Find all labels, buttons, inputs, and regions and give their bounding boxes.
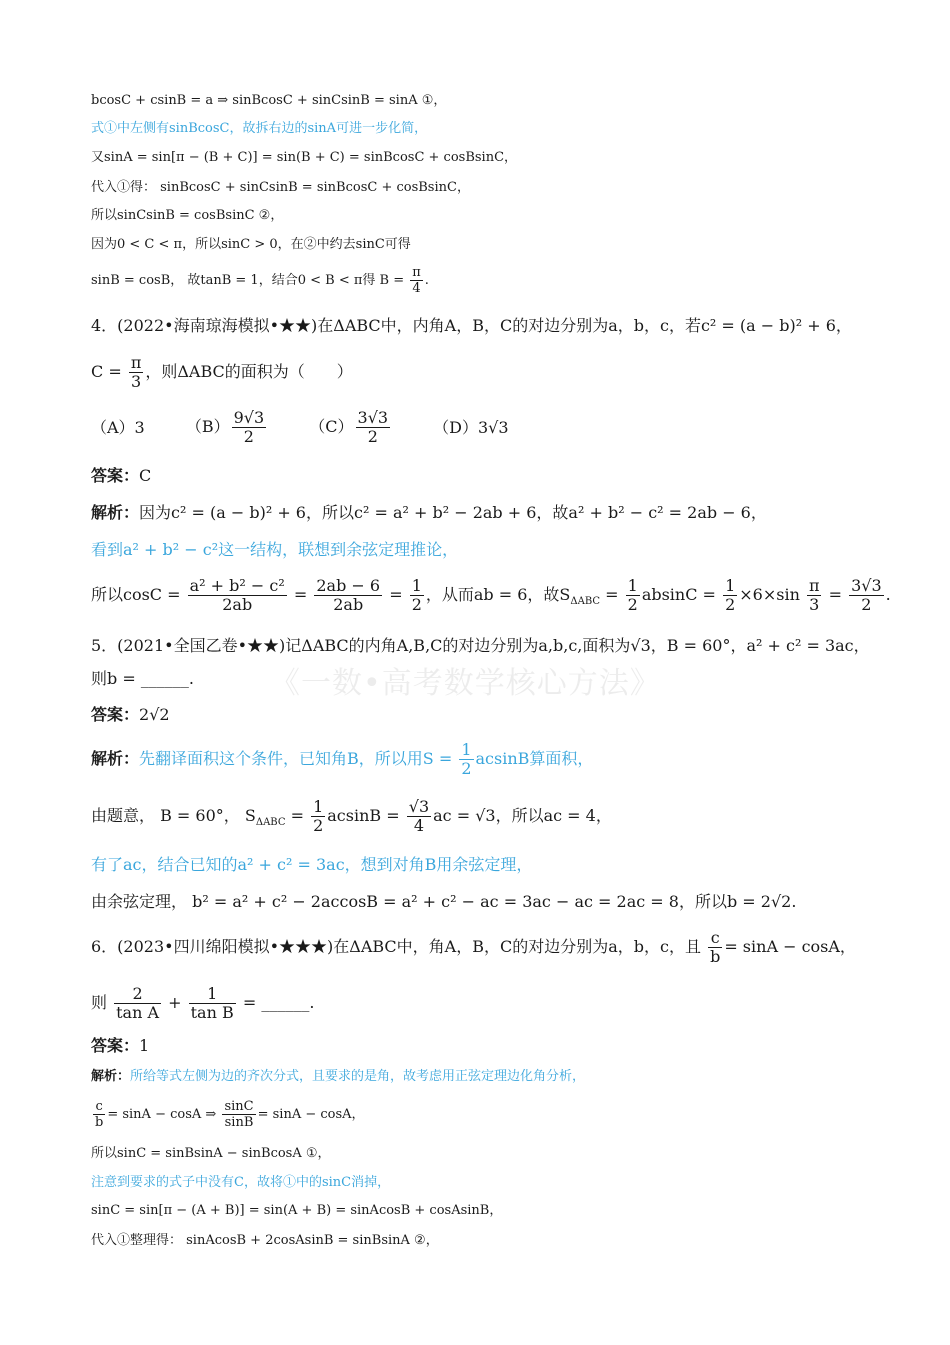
text: ，从而ab = 6，故S [425, 585, 571, 604]
period: . [885, 585, 891, 604]
denominator: sinB [224, 1115, 254, 1130]
period: . [424, 273, 429, 288]
fraction [311, 799, 325, 834]
solution-text: 因为c² = (a − b)² + 6，所以c² = a² + b² − 2ab + 6，故a² + b² − c² = 2ab − 6， [139, 503, 767, 522]
fraction [807, 578, 822, 613]
option-b-label: （B） [185, 417, 230, 436]
numerator: √3 [408, 797, 430, 816]
fraction [188, 578, 287, 613]
q4-stem-c-eq: C = [91, 362, 122, 381]
q6-solution-line-6: 代入①整理得： sinAcosB + 2cosAsinB = sinBsinA ②， [91, 1233, 439, 1248]
fraction [410, 578, 424, 613]
text: 所以cosC = [91, 585, 181, 604]
fraction [93, 1100, 105, 1129]
option-c-label: （C） [309, 417, 354, 436]
equals: = [605, 585, 619, 604]
text: absinC = [641, 585, 716, 604]
numerator: 2 [114, 986, 161, 1004]
numerator: 3√3 [357, 408, 389, 427]
q5-solution-line-2 [91, 799, 910, 834]
denominator: 2 [367, 427, 378, 446]
cont-line-7 [91, 266, 910, 295]
cont-line-3: 又sinA = sin[π − (B + C)] = sin(B + C) = sinBcosC + cosBsinC， [91, 150, 518, 165]
q4-solution-line-1 [91, 505, 910, 521]
denominator: tan A [116, 1003, 160, 1022]
equals: = [828, 585, 842, 604]
q4-solution-line-2: 看到a² + b² − c²这一结构，联想到余弦定理推论， [91, 540, 459, 559]
subscript: ΔABC [255, 817, 286, 829]
cont-line-1: bcosC + csinB = a ⇒ sinBcosC + sinCsinB = sinA ①， [91, 93, 447, 108]
q5-solution-line-1 [91, 742, 910, 777]
subscript: ΔABC [570, 596, 601, 608]
denominator: 3 [130, 372, 142, 391]
q4-answer [91, 468, 910, 484]
numerator: π [130, 353, 142, 372]
denominator: 4 [413, 816, 425, 835]
answer-label: 答案： [91, 1036, 140, 1055]
answer-value: 1 [139, 1036, 150, 1055]
numerator: c [708, 930, 722, 948]
q6-solution-line-1 [91, 1070, 910, 1083]
denominator: tan B [190, 1003, 234, 1022]
numerator: 1 [461, 740, 472, 759]
solution-hint [139, 740, 594, 778]
denominator: 2ab [222, 595, 253, 614]
cont-line-4: 代入①得： sinBcosC + sinCsinB = sinBcosC + cosBsinC， [91, 180, 470, 195]
text: acsinB = [327, 806, 400, 825]
answer-label: 答案： [91, 466, 140, 485]
q4-stem-line-1: 4．(2022•海南琼海模拟•★★)在ΔABC中，内角A，B，C的对边分别为a，b，c，若c² = (a − b)² + 6， [91, 316, 852, 335]
text: 则 [91, 993, 108, 1012]
numerator: 1 [411, 576, 422, 595]
q4-solution-line-3 [91, 578, 910, 613]
cont-line-7-text: sinB = cosB， 故tanB = 1，结合0 < B < π得 B = [91, 273, 405, 288]
q4-options [91, 410, 910, 445]
q5-stem-line-1: 5．(2021•全国乙卷•★★)记ΔABC的内角A,B,C的对边分别为a,b,c,面积为√3，B = 60°，a² + c² = 3ac， [91, 636, 870, 655]
denominator: 2 [627, 595, 638, 614]
denominator: 2 [313, 816, 324, 835]
denominator: 3 [809, 595, 820, 614]
fraction [723, 578, 737, 613]
fraction [407, 799, 431, 834]
fraction [114, 986, 161, 1021]
numerator: 2ab − 6 [316, 576, 381, 595]
cont-line-2: 式①中左侧有sinBcosC，故拆右边的sinA可进一步化简， [91, 121, 428, 136]
fraction-pi-over-3 [129, 355, 144, 390]
numerator: π [412, 265, 421, 280]
numerator: 1 [725, 576, 736, 595]
numerator: a² + b² − c² [189, 576, 285, 595]
cont-line-6: 因为0 < C < π，所以sinC > 0，在②中约去sinC可得 [91, 237, 411, 252]
text: = sinA − cosA， [724, 937, 856, 956]
option-b [186, 410, 268, 445]
q6-solution-line-4: 注意到要求的式子中没有C，故将①中的sinC消掉， [91, 1175, 391, 1190]
numerator: 1 [313, 797, 324, 816]
numerator: 9√3 [233, 408, 265, 427]
text: = sinA − cosA， [257, 1107, 365, 1122]
answer-label: 答案： [91, 705, 140, 724]
option-c-fraction [356, 410, 391, 445]
denominator: 2 [461, 759, 472, 778]
denominator: 4 [412, 281, 421, 296]
solution-label: 解析： [91, 749, 140, 768]
equals: = [290, 806, 304, 825]
text: = ______. [242, 993, 315, 1012]
q5-solution-line-4: 由余弦定理， b² = a² + c² − 2accosB = a² + c² − ac = 3ac − ac = 2ac = 8，所以b = 2√2. [91, 892, 797, 911]
fraction [849, 578, 884, 613]
text: 6．(2023•四川绵阳模拟•★★★)在ΔABC中，角A，B，C的对边分别为a，b，c，且 [91, 937, 701, 956]
numerator: 3√3 [851, 576, 882, 595]
option-d: （D）3√3 [433, 417, 509, 437]
numerator: 1 [189, 986, 236, 1004]
text: ac = √3，所以ac = 4， [433, 806, 612, 825]
fraction [222, 1100, 255, 1129]
equals: = [293, 585, 308, 604]
q5-answer [91, 707, 910, 723]
q6-solution-line-2 [91, 1100, 910, 1129]
answer-value: C [139, 466, 152, 485]
fraction [626, 578, 640, 613]
plus: + [168, 993, 182, 1012]
q5-solution-line-3: 有了ac，结合已知的a² + c² = 3ac，想到对角B用余弦定理， [91, 855, 533, 874]
option-b-fraction [232, 410, 267, 445]
answer-value: 2√2 [139, 705, 170, 724]
fraction [189, 986, 236, 1021]
denominator: 2 [243, 427, 254, 446]
fraction [459, 742, 473, 777]
text: ×6×sin [739, 585, 800, 604]
q6-solution-line-3: 所以sinC = sinBsinA − sinBcosA ①， [91, 1146, 331, 1161]
denominator: 2ab [333, 595, 364, 614]
fraction-pi-over-4 [410, 266, 423, 295]
q5-stem-line-2: 则b = ______. [91, 669, 194, 688]
numerator: c [93, 1100, 105, 1115]
q6-stem-line-2 [91, 986, 910, 1021]
fraction-c-over-b [708, 930, 722, 965]
q6-solution-line-5: sinC = sin[π − (A + B)] = sin(A + B) = sinAcosB + cosAsinB， [91, 1203, 503, 1218]
numerator: 1 [627, 576, 638, 595]
fraction [314, 578, 382, 613]
text: acsinB算面积， [475, 749, 594, 768]
cont-line-5: 所以sinCsinB = cosBsinC ②， [91, 208, 284, 223]
denominator: 2 [725, 595, 736, 614]
solution-label: 解析： [91, 1069, 131, 1084]
q4-stem-line-2 [91, 355, 910, 390]
denominator: 2 [861, 595, 872, 614]
numerator: sinC [224, 1099, 254, 1114]
numerator: π [808, 576, 820, 595]
text: 由题意， B = 60°， S [91, 806, 256, 825]
watermark: 《一数•高考数学核心方法》 [270, 666, 661, 701]
q6-answer [91, 1038, 910, 1054]
solution-hint: 所给等式左侧为边的齐次分式，且要求的是角，故考虑用正弦定理边化角分析， [130, 1069, 586, 1084]
equals: = [389, 585, 403, 604]
denominator: b [95, 1115, 104, 1130]
option-a: （A）3 [91, 417, 145, 437]
option-c [309, 410, 392, 445]
denominator: 2 [411, 595, 422, 614]
denominator: b [710, 947, 721, 966]
solution-label: 解析： [91, 503, 140, 522]
q4-stem-question: ，则ΔABC的面积为（ ） [145, 362, 353, 381]
q6-stem-line-1 [91, 930, 910, 965]
text: = sinA − cosA ⇒ [107, 1107, 217, 1122]
text: 先翻译面积这个条件，已知角B，所以用S = [139, 749, 453, 768]
